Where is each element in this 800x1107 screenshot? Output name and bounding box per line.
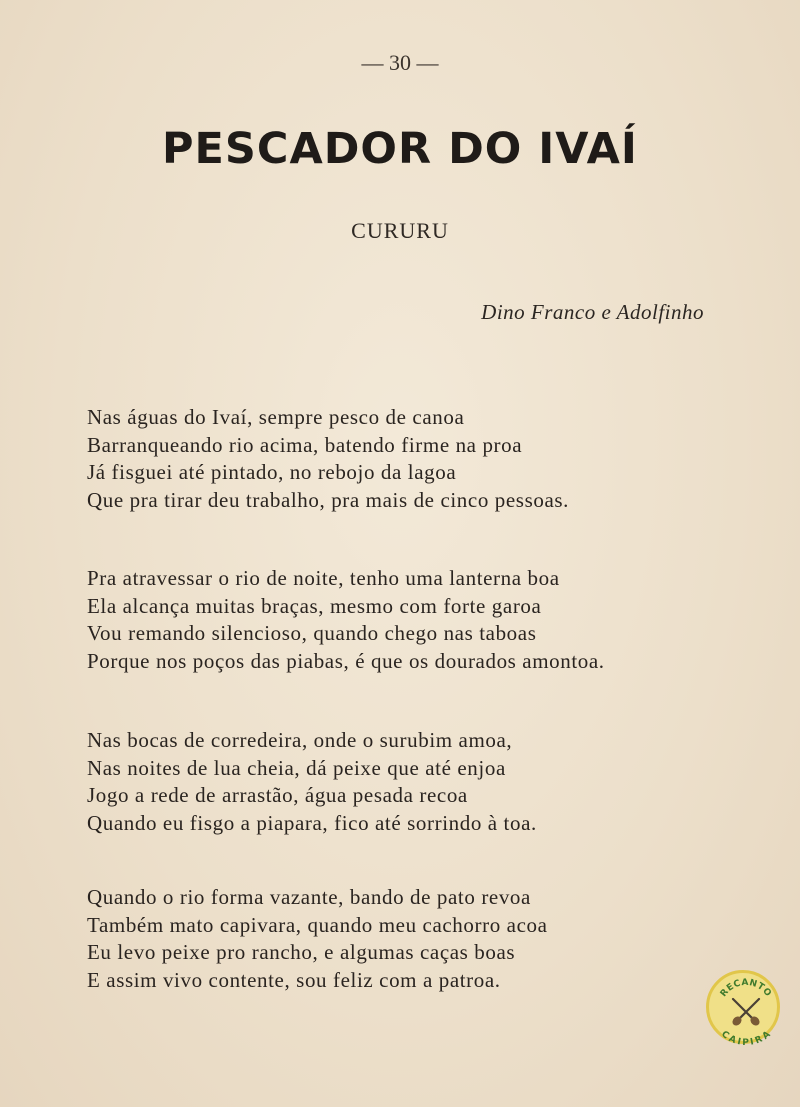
stanza-2: [87, 565, 605, 675]
lyric-line: Vou remando silencioso, quando chego nas taboas: [87, 621, 537, 645]
crossed-guitars-icon: [709, 973, 783, 1047]
lyric-line: Que pra tirar deu trabalho, pra mais de cinco pessoas.: [87, 487, 569, 512]
recanto-caipira-logo: [706, 970, 780, 1047]
lyric-line: Ela alcança muitas braças, mesmo com forte garoa: [87, 593, 542, 618]
stanza-3: [87, 727, 537, 837]
song-genre: CURURU: [351, 218, 449, 243]
lyric-line: Quando o rio forma vazante, bando de pato revoa: [87, 885, 531, 909]
lyric-line: Porque nos poços das piabas, é que os dourados amontoa.: [87, 648, 605, 673]
lyric-line: Quando eu fisgo a piapara, fico até sorrindo à toa.: [87, 810, 537, 835]
stanza-4: [87, 884, 548, 994]
lyric-line: Barranqueando rio acima, batendo firme na proa: [87, 432, 523, 457]
page-number: — 30 —: [361, 50, 439, 75]
lyric-line: Nas águas do Ivaí, sempre pesco de canoa: [87, 405, 465, 429]
lyric-line: E assim vivo contente, sou feliz com a patroa.: [87, 967, 501, 992]
stamp-top-text: RECANTO: [718, 977, 774, 1000]
song-authors: Dino Franco e Adolfinho: [481, 300, 704, 324]
lyric-line: Eu levo peixe pro rancho, e algumas caças boas: [87, 940, 516, 964]
lyric-line: Jogo a rede de arrastão, água pesada recoa: [87, 783, 468, 807]
svg-text:CAIPIRA: [719, 1029, 773, 1047]
lyric-line: Nas noites de lua cheia, dá peixe que até enjoa: [87, 755, 506, 780]
lyric-line: Já fisguei até pintado, no rebojo da lagoa: [87, 460, 457, 484]
lyric-line: Também mato capivara, quando meu cachorro acoa: [87, 912, 548, 937]
stanza-1: [87, 404, 569, 514]
song-title: PESCADOR DO IVAÍ: [162, 124, 638, 174]
lyric-line: Nas bocas de corredeira, onde o surubim amoa,: [87, 728, 513, 752]
svg-text:RECANTO: [719, 978, 773, 999]
lyric-line: Pra atravessar o rio de noite, tenho uma lanterna boa: [87, 566, 560, 590]
stamp-bottom-text: CAIPIRA: [719, 1029, 773, 1047]
